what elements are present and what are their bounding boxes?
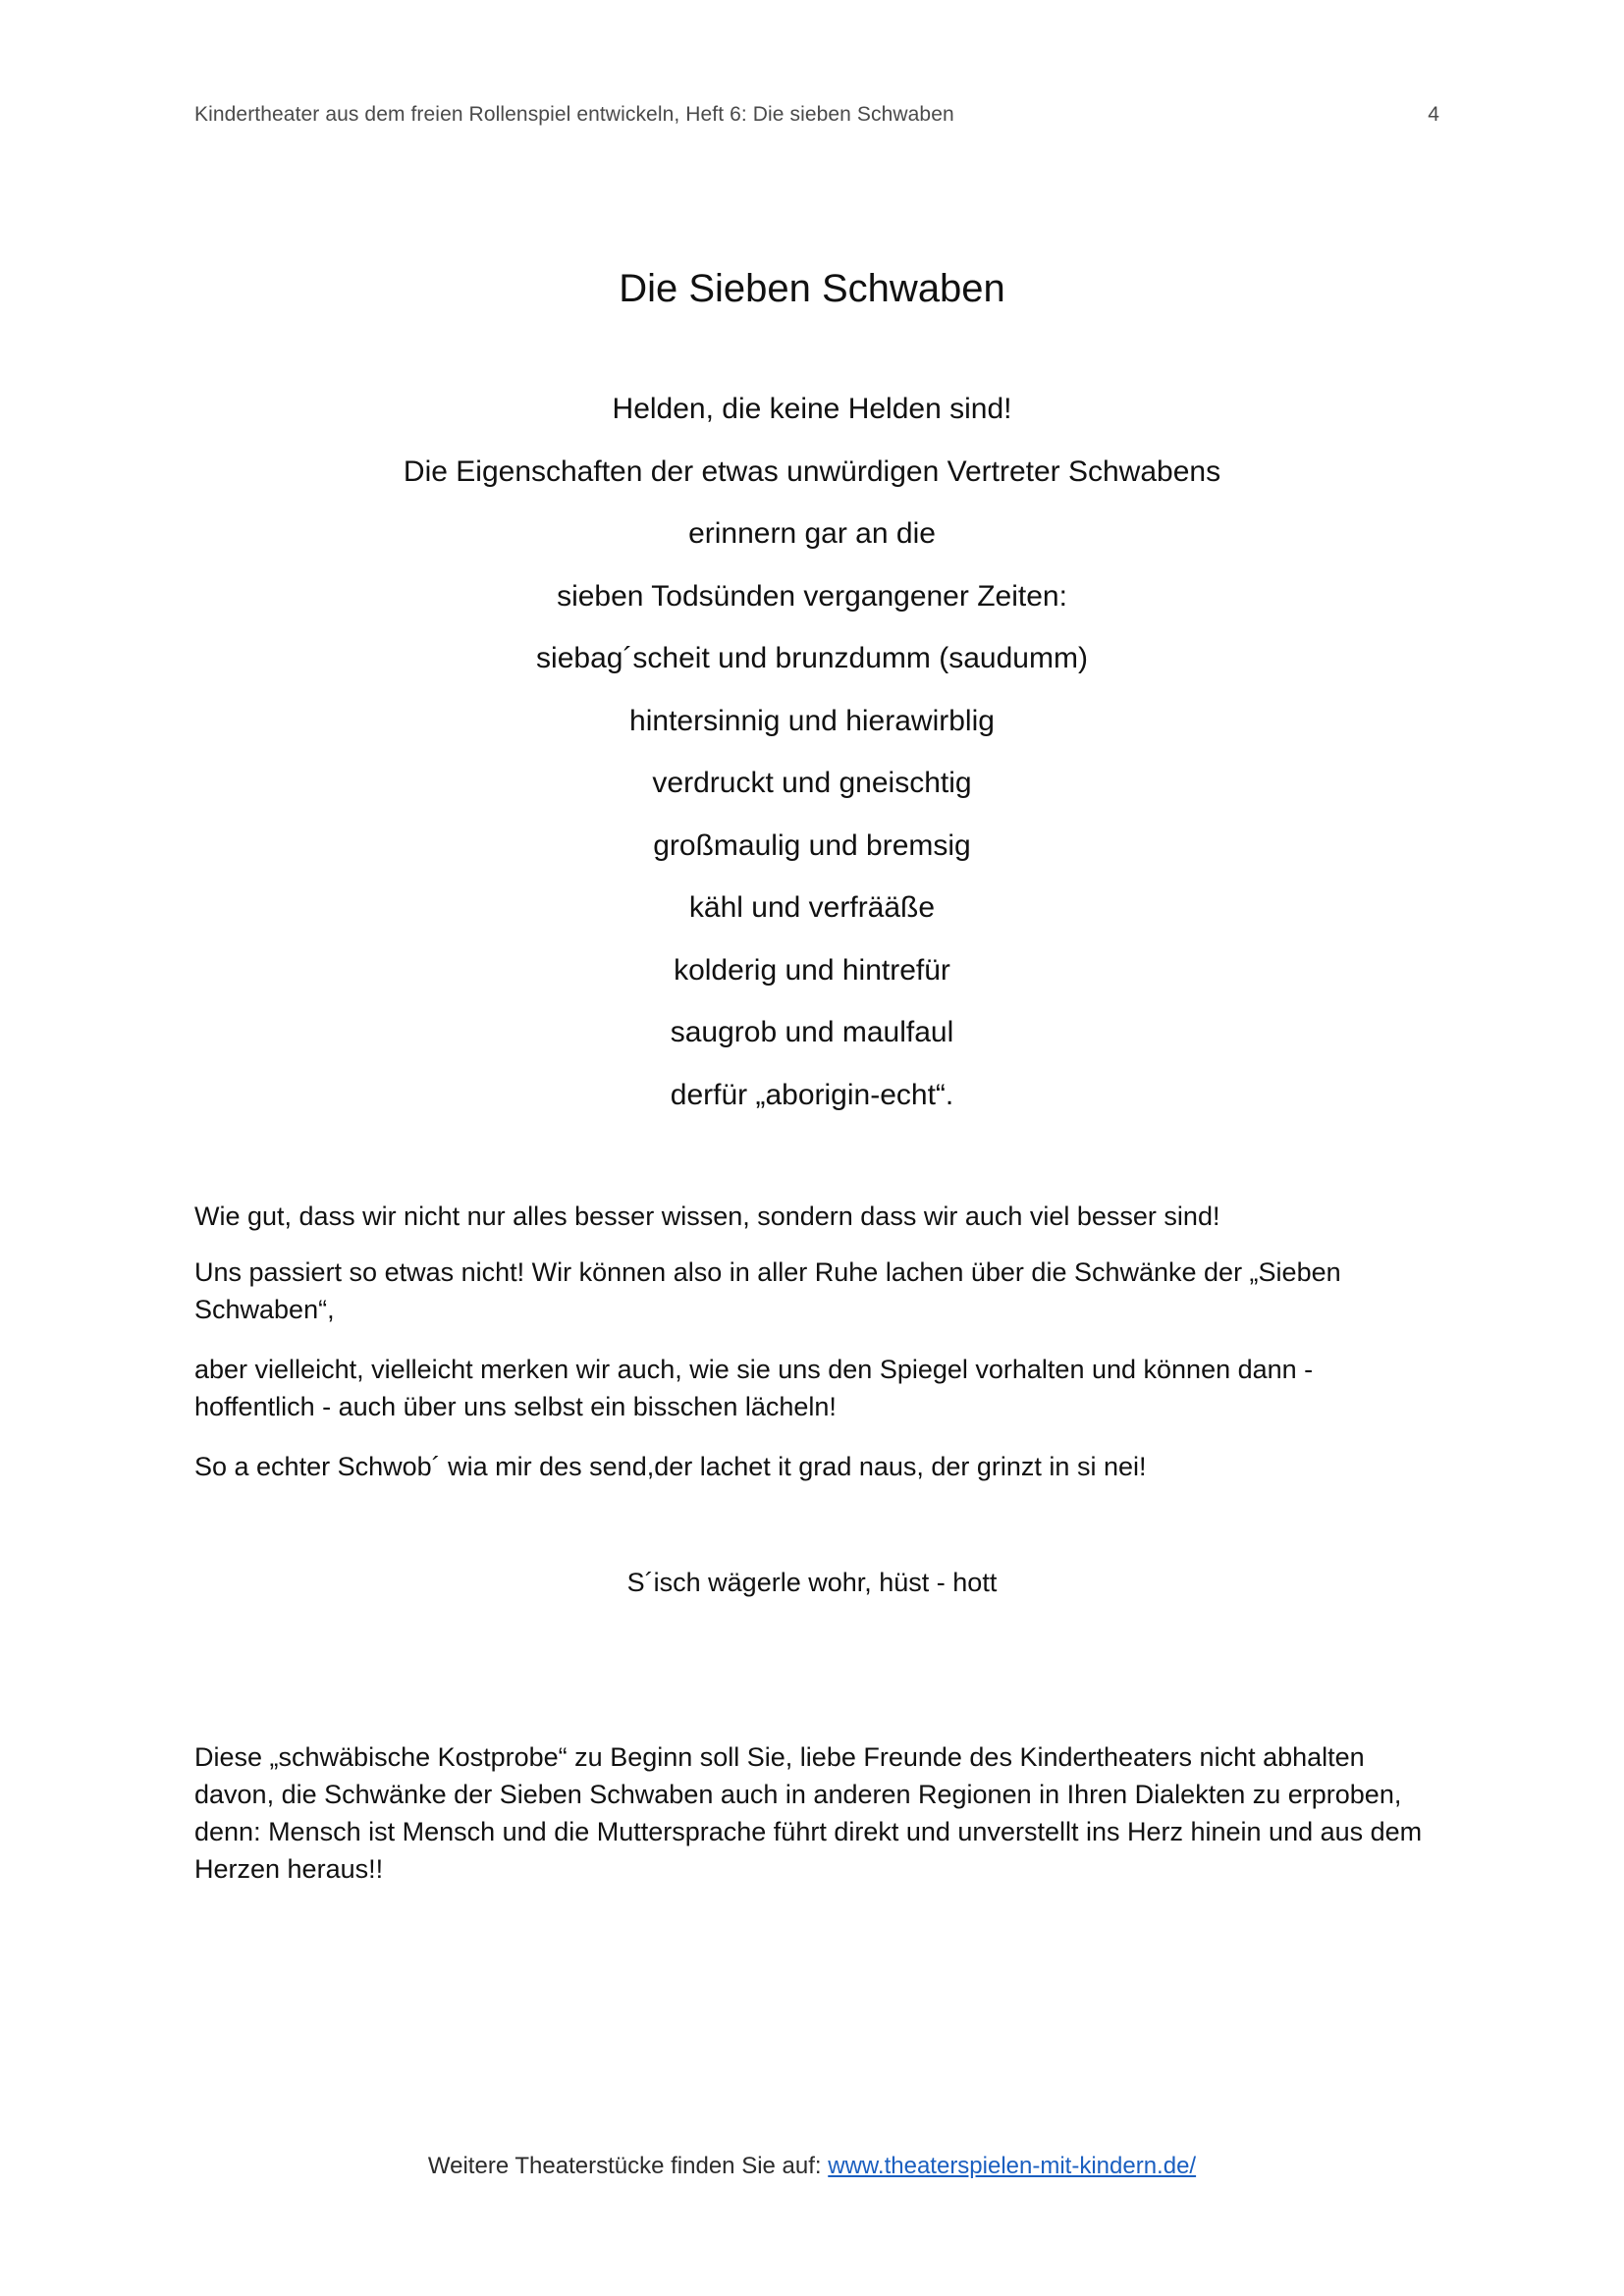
page-title: Die Sieben Schwaben <box>619 267 1005 310</box>
running-header <box>194 100 1439 130</box>
body-paragraph: So a echter Schwob´ wia mir des send,der lachet it grad naus, der grinzt in si nei! <box>194 1452 1147 1481</box>
poem-line: kolderig und hintrefür <box>674 953 950 987</box>
poem-line: Helden, die keine Helden sind! <box>612 393 1012 425</box>
body-paragraph: aber vielleicht, vielleicht merken wir auch, wie sie uns den Spiegel vorhalten und können dann - hoffentlich - auch über uns selbst ein bisschen lächeln! <box>194 1355 1314 1421</box>
poem-line: sieben Todsünden vergangener Zeiten: <box>557 579 1067 613</box>
running-title: Kindertheater aus dem freien Rollenspiel entwickeln, Heft 6: Die sieben Schwaben <box>194 103 954 126</box>
website-link[interactable]: www.theaterspielen-mit-kindern.de/ <box>828 2153 1197 2179</box>
page-number: 4 <box>1428 103 1439 126</box>
poem-line: erinnern gar an die <box>688 517 936 550</box>
footer-prefix: Weitere Theaterstücke finden Sie auf: <box>427 2153 829 2179</box>
poem-line: großmaulig und bremsig <box>653 828 971 862</box>
poem-line: siebag´scheit und brunzdumm (saudumm) <box>536 642 1088 674</box>
poem-line: hintersinnig und hierawirblig <box>629 704 995 737</box>
closing-line: S´isch wägerle wohr, hüst - hott <box>626 1568 998 1597</box>
body-paragraph: Wie gut, dass wir nicht nur alles besser wissen, sondern dass wir auch viel besser sind! <box>194 1201 1220 1231</box>
poem <box>0 389 1624 1137</box>
body-paragraph: Diese „schwäbische Kostprobe“ zu Beginn soll Sie, liebe Freunde des Kindertheaters nicht abhalten davon, die Schwänke der Sieben Schwaben auch in anderen Regionen in Ihren Dialekten zu erproben, denn: Mensch ist Mensch und die Muttersprache führt direkt und unverstellt ins Herz hinein und aus dem Herzen heraus!! <box>194 1742 1423 1884</box>
poem-line: kähl und verfrääße <box>688 891 936 924</box>
poem-line: Die Eigenschaften der etwas unwürdigen Vertreter Schwabens <box>403 454 1221 488</box>
poem-line: verdruckt und gneischtig <box>652 767 972 799</box>
poem-line: derfür „aborigin-echt“. <box>670 1078 954 1111</box>
poem-line: saugrob und maulfaul <box>670 1016 954 1048</box>
body-paragraph: Uns passiert so etwas nicht! Wir können also in aller Ruhe lachen über die Schwänke der „Sieben Schwaben“, <box>194 1257 1341 1324</box>
page-footer <box>0 2150 1624 2183</box>
